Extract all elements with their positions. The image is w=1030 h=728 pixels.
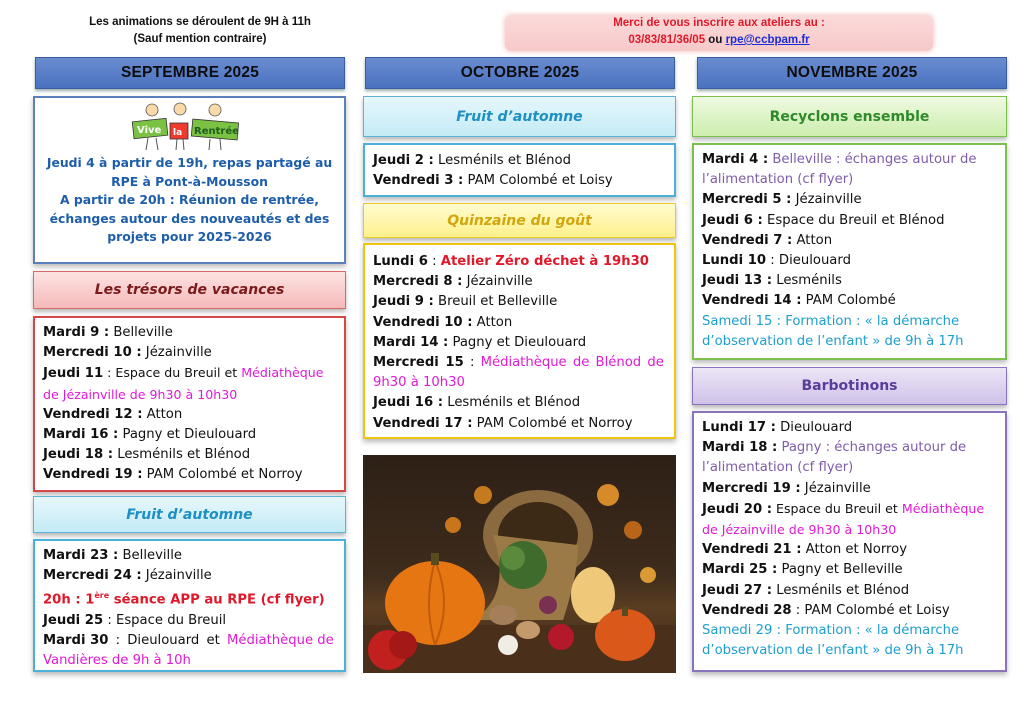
- list-item: Lundi 10 : Dieulouard: [702, 253, 851, 269]
- list-item: Mardi 23 : Belleville: [43, 548, 182, 563]
- month-september-label: SEPTEMBRE 2025: [120, 64, 260, 81]
- registration-note-line1: Merci de vous inscrire aux ateliers au :: [613, 17, 825, 29]
- list-item: Vendredi 7 : Atton: [702, 232, 833, 248]
- list-item: Mardi 18 : Pagny : échanges autour de: [702, 440, 967, 456]
- quinzaine-header: [363, 203, 676, 238]
- rentree-line5: projets pour 2025-2026: [107, 229, 272, 244]
- list-item: Mardi 14 : Pagny et Dieulouard: [373, 334, 587, 350]
- tresors-box: [33, 316, 346, 492]
- or-text: ou: [705, 34, 726, 46]
- recyclons-title: Recyclons ensemble: [769, 108, 930, 125]
- list-item: Jeudi 13 : Lesménils: [702, 273, 842, 289]
- list-item: Mercredi 24 : Jézainville: [43, 568, 212, 584]
- rentree-line1: Jeudi 4 à partir de 19h, repas partagé au: [46, 155, 333, 170]
- sep-fruit-title: Fruit d’automne: [126, 506, 253, 523]
- rentree-box: [33, 96, 346, 264]
- oct-fruit-box: [363, 143, 676, 197]
- list-item: Vendredi 14 : PAM Colombé: [702, 293, 896, 309]
- list-item-continued: de Jézainville de 9h30 à 10h30: [43, 386, 238, 402]
- month-october-label: OCTOBRE 2025: [460, 64, 580, 81]
- list-item-app-session: 20h : 1ère séance APP au RPE (cf flyer): [43, 591, 325, 608]
- rentree-line2: RPE à Pont-à-Mousson: [111, 173, 268, 189]
- autumn-harvest-image: [363, 455, 676, 673]
- barbotinons-header: [692, 367, 1007, 405]
- recyclons-box: [692, 143, 1007, 360]
- list-item: Jeudi 11 : Espace du Breuil et Médiathèque: [43, 365, 324, 382]
- list-item: Jeudi 27 : Lesménils et Blénod: [702, 582, 910, 598]
- list-item: Mardi 16 : Pagny et Dieulouard: [43, 427, 257, 443]
- list-item: Jeudi 9 : Breuil et Belleville: [373, 294, 558, 310]
- schedule-note-line2: (Sauf mention contraire): [133, 33, 267, 45]
- logo-word-rentree: Rentrée: [193, 126, 239, 137]
- list-item: Jeudi 18 : Lesménils et Blénod: [43, 447, 251, 463]
- recyclons-header: [692, 96, 1007, 137]
- month-september: [35, 57, 345, 89]
- list-item: Vendredi 28 : PAM Colombé et Loisy: [702, 602, 950, 618]
- list-item: Mercredi 5 : Jézainville: [702, 192, 862, 208]
- oct-fruit-title: Fruit d’automne: [456, 108, 583, 125]
- list-item-continued: 9h30 à 10h30: [373, 375, 465, 391]
- list-item: Vendredi 17 : PAM Colombé et Norroy: [373, 415, 633, 431]
- list-item: Mardi 30 : Dieulouard et Médiathèque de: [43, 633, 334, 649]
- rentree-line3: A partir de 20h : Réunion de rentrée,: [59, 192, 320, 207]
- list-item: Vendredi 12 : Atton: [43, 406, 183, 422]
- vive-la-rentree-logo: [130, 102, 250, 154]
- registration-note: [505, 15, 933, 51]
- barbotinons-box: [692, 411, 1007, 672]
- list-item: Mercredi 10 : Jézainville: [43, 345, 212, 361]
- quinzaine-title: Quinzaine du goût: [447, 212, 592, 229]
- rentree-line4: échanges autour des nouveautés et des: [49, 210, 330, 226]
- month-november-label: NOVEMBRE 2025: [786, 64, 918, 81]
- list-item: Jeudi 6 : Espace du Breuil et Blénod: [702, 212, 945, 228]
- list-item: Vendredi 19 : PAM Colombé et Norroy: [43, 467, 303, 483]
- quinzaine-box: [363, 243, 676, 439]
- logo-word-vive: Vive: [136, 125, 161, 136]
- harvest-illustration: [363, 455, 676, 673]
- list-item-continued: d’observation de l’enfant » de 9h à 17h: [702, 643, 964, 659]
- list-item-continued: d’observation de l’enfant » de 9h à 17h: [702, 333, 964, 349]
- tresors-title: Les trésors de vacances: [94, 282, 285, 298]
- list-item-continued: Vandières de 9h à 10h: [43, 653, 191, 669]
- list-item: Jeudi 25 : Espace du Breuil: [43, 613, 227, 628]
- list-item: Mercredi 19 : Jézainville: [702, 480, 871, 496]
- list-item: Jeudi 2 : Lesménils et Blénod: [373, 153, 571, 168]
- phone-number: 03/83/81/36/05: [628, 34, 706, 46]
- list-item: Jeudi 20 : Espace du Breuil et Médiathèque: [702, 500, 985, 517]
- month-november: [697, 57, 1007, 89]
- email-link[interactable]: rpe@ccbpam.fr: [725, 34, 810, 46]
- list-item-formation: Samedi 15 : Formation : « la démarche: [702, 313, 960, 329]
- sep-fruit-box: [33, 539, 346, 672]
- list-item: Mardi 9 : Belleville: [43, 325, 173, 340]
- list-item-continued: l’alimentation (cf flyer): [702, 460, 854, 476]
- list-item: Jeudi 16 : Lesménils et Blénod: [373, 395, 581, 411]
- barbotinons-title: Barbotinons: [801, 378, 898, 394]
- list-item: Vendredi 10 : Atton: [373, 314, 513, 330]
- list-item-continued: de Jézainville de 9h30 à 10h30: [702, 522, 897, 538]
- sep-fruit-header: [33, 496, 346, 533]
- list-item: Mardi 4 : Belleville : échanges autour de: [702, 152, 977, 167]
- tresors-header: [33, 271, 346, 309]
- list-item: Vendredi 21 : Atton et Norroy: [702, 542, 908, 558]
- list-item-continued: l’alimentation (cf flyer): [702, 172, 854, 188]
- list-item: Mardi 25 : Pagny et Belleville: [702, 562, 903, 578]
- schedule-note: [40, 14, 360, 48]
- list-item: Mercredi 8 : Jézainville: [373, 274, 533, 290]
- oct-fruit-header: [363, 96, 676, 137]
- schedule-note-line1: Les animations se déroulent de 9H à 11h: [89, 16, 311, 28]
- list-item: Mercredi 15 : Médiathèque de Blénod de: [373, 355, 664, 371]
- logo-word-la: la: [172, 128, 182, 138]
- list-item-formation: Samedi 29 : Formation : « la démarche: [702, 623, 960, 639]
- list-item: Lundi 17 : Dieulouard: [702, 420, 853, 435]
- list-item: Vendredi 3 : PAM Colombé et Loisy: [373, 173, 613, 189]
- list-item: Lundi 6 : Atelier Zéro déchet à 19h30: [373, 254, 649, 269]
- month-october: [365, 57, 675, 89]
